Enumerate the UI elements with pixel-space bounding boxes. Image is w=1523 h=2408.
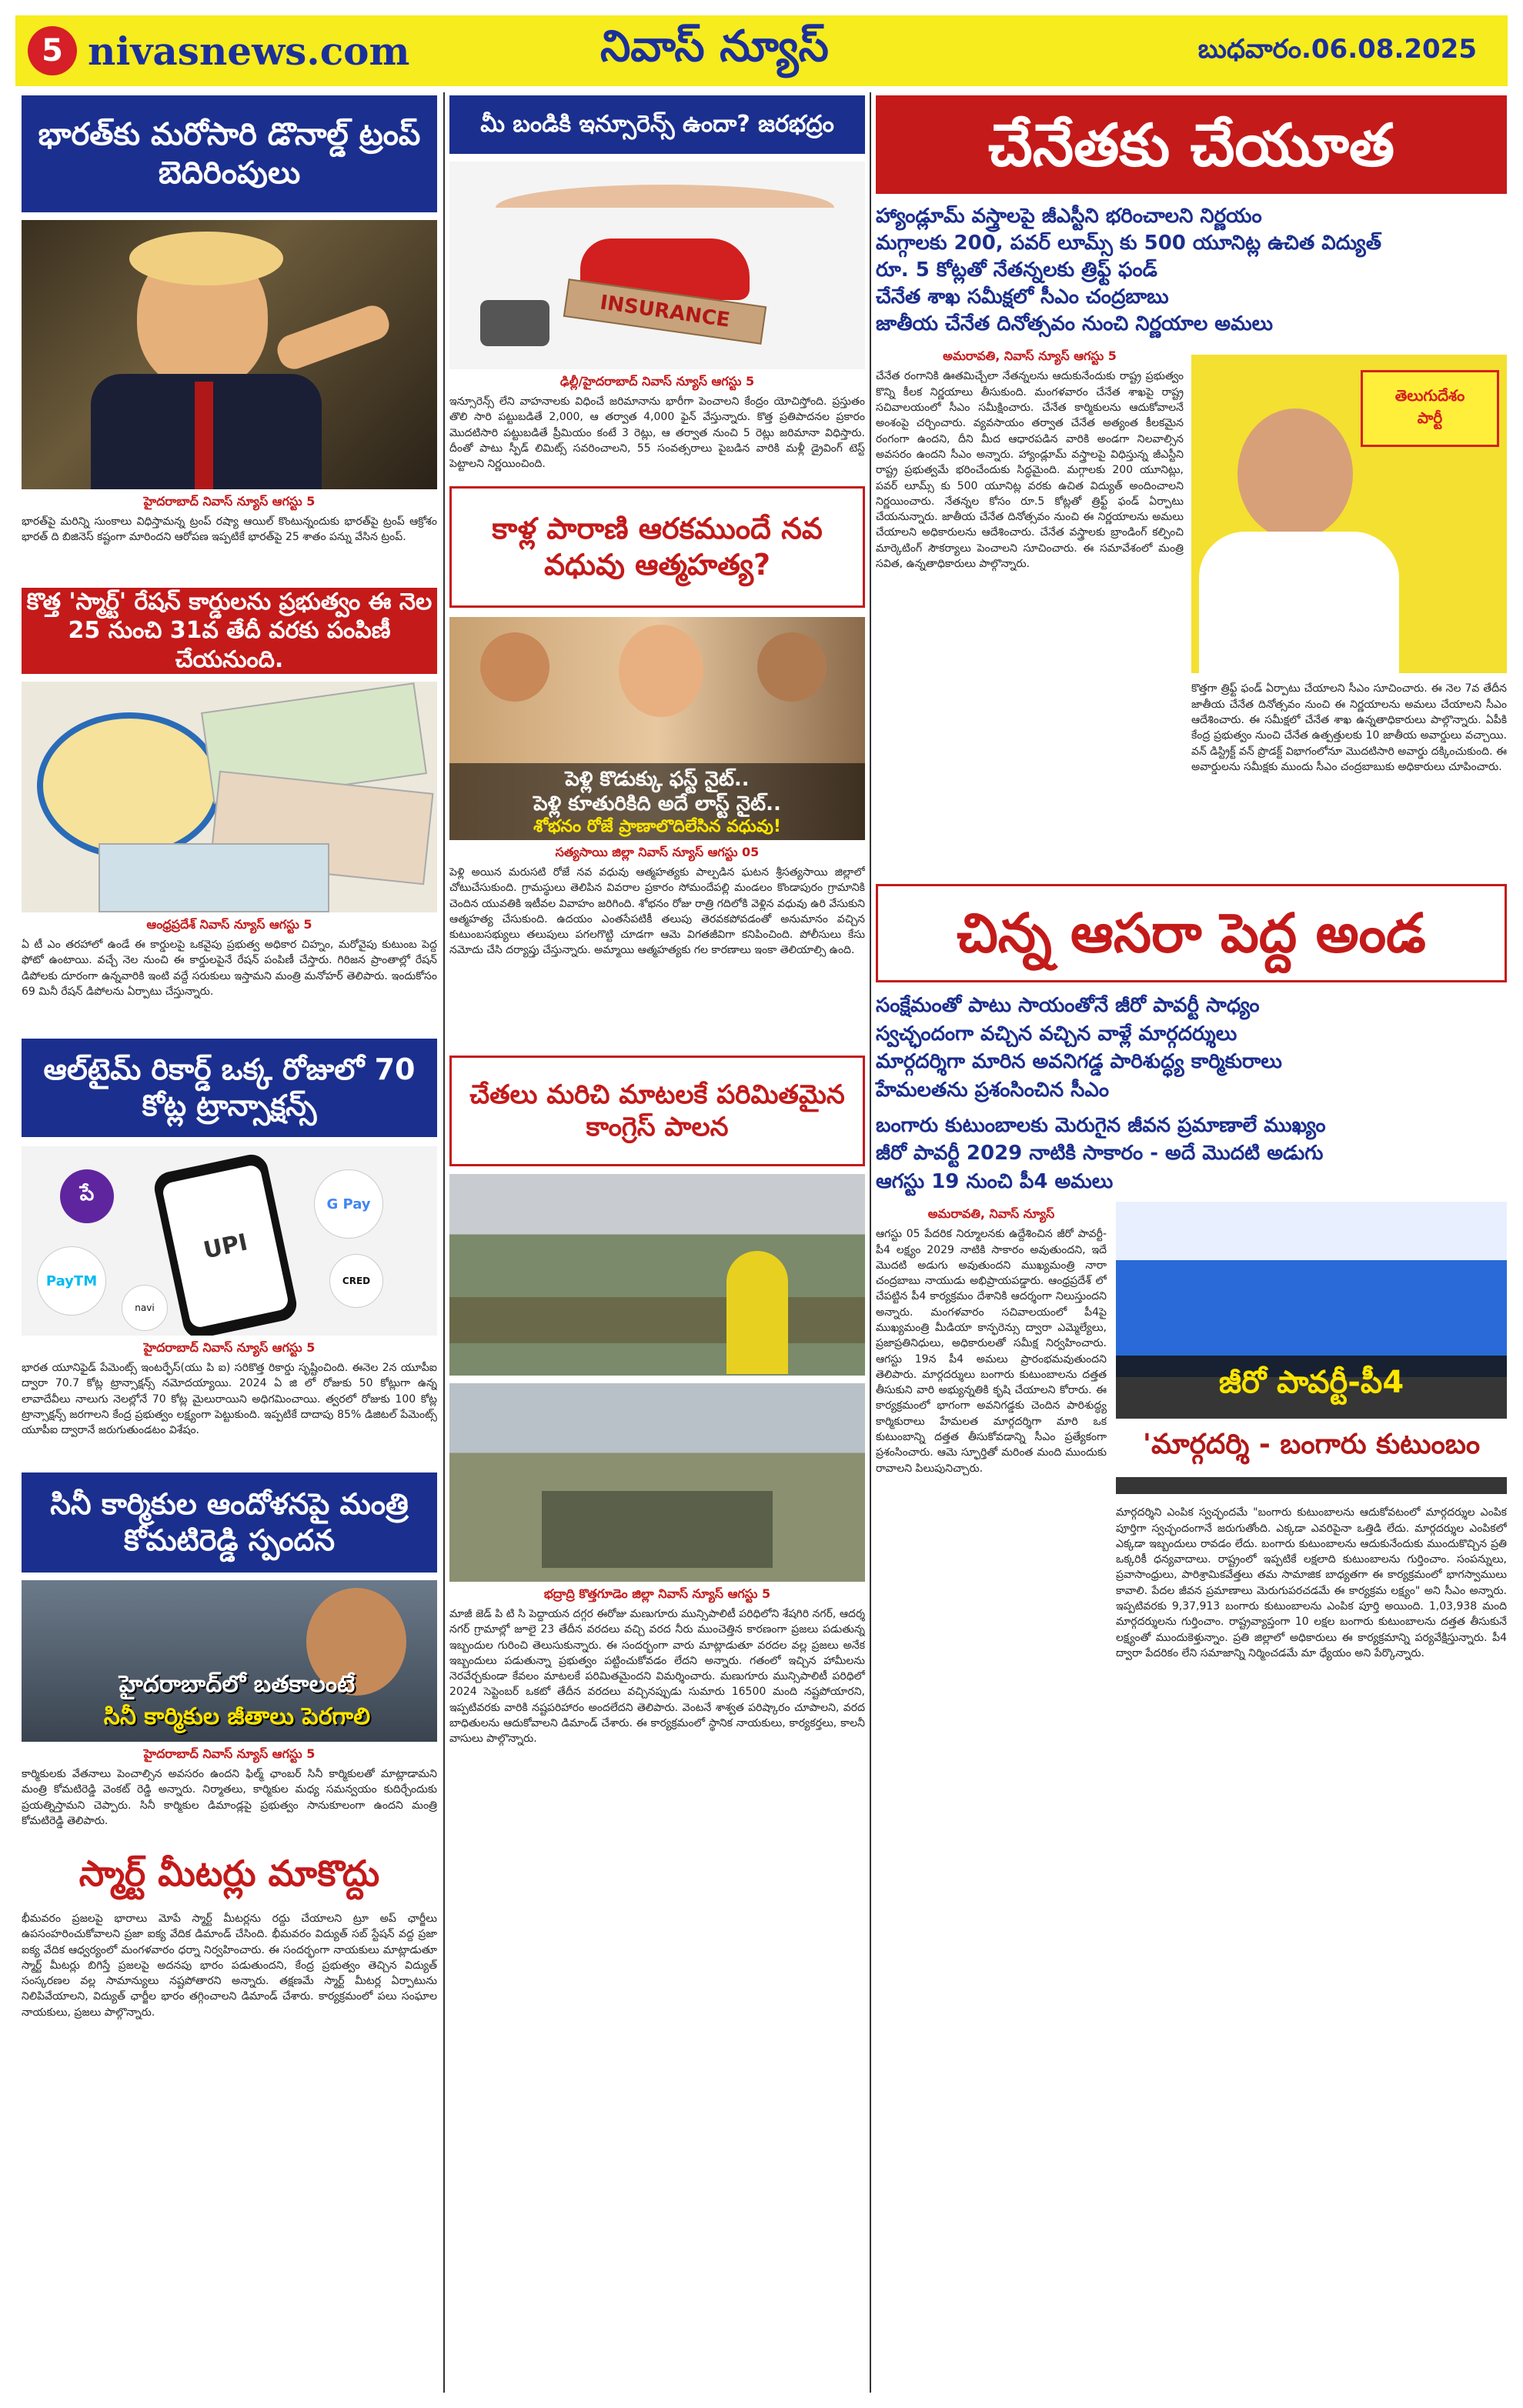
subhead: జాతీయ చేనేత దినోత్సవం నుంచి నిర్ణయాల అమలు — [876, 312, 1274, 336]
newspaper-title: నివాస్ న్యూస్ — [600, 22, 829, 72]
article-body: భీమవరం ప్రజలపై భారాలు మోపే స్మార్ట్ మీటర్లను రద్దు చేయాలని ట్రూ అప్ ఛార్జీలు ఉపసంహరించుకోవాలని ప్రజా ఐక్య వేదిక డిమాండ్ చేసింది. భీమవరం విద్యుత్ సబ్ స్టేషన్ వద్ద ప్రజా ఐక్య వేదిక ఆధ్వర్యంలో మంగళవారం ధర్నా నిర్వహించారు. ఈ సందర్భంగా నాయకులు మాట్లాడుతూ స్మార్ట్ మీటర్లు బిగిస్తే ప్రజలపై అదనపు భారం పడుతుందని, కేంద్ర ప్రభుత్వం తెచ్చిన విద్యుత్ సంస్కరణల వల్ల సామాన్యులు నష్టపోతారని అన్నారు. తక్షణమే స్మార్ట్ మీటర్ల ఏర్పాటును నిలిపివేయాలని, విద్యుత్ ఛార్జీల భారం తగ్గించాలని డిమాండ్ చేశారు. కార్యక్రమంలో పలు సంఘాల నాయకులు, ప్రజలు పాల్గొన్నారు. — [22, 1913, 437, 2019]
upi-headline: ఆల్‌టైమ్ రికార్డ్ ఒక్క రోజులో 70 కోట్ల ట్రాన్సాక్షన్స్ — [22, 1039, 437, 1137]
banner-text: పార్టీ — [1417, 409, 1443, 428]
ration-cards-photo — [22, 682, 437, 912]
smart-meter-headline: స్మార్ట్ మీటర్లు మాకొద్దు — [78, 1853, 380, 1894]
wedding-photo — [449, 617, 865, 840]
face-shape — [1237, 409, 1353, 539]
left-column — [22, 95, 437, 2173]
key-icon — [480, 300, 549, 346]
subhead: హ్యాండ్లూమ్ వస్త్రాలపై జీఎస్టీని భరించాలని నిర్ణయం — [876, 205, 1262, 228]
gpay-logo: G Pay — [314, 1169, 383, 1239]
paytm-logo: PayTM — [37, 1246, 106, 1316]
handloom-subheads — [876, 203, 1507, 338]
dateline: హైదరాబాద్ నివాస్ న్యూస్ ఆగస్టు 5 — [143, 494, 316, 509]
tie-shape — [195, 382, 213, 489]
face-shape — [619, 625, 703, 717]
subhead: జీరో పావర్టీ 2029 నాటికి సాకారం - అదే మొదటి అడుగు — [876, 1142, 1324, 1166]
photo-caption: 'మార్గదర్శి - బంగారు కుటుంబం — [1116, 1419, 1507, 1477]
article-body: పెళ్లి అయిన మరుసటి రోజే నవ వధువు ఆత్మహత్యకు పాల్పడిన ఘటన శ్రీసత్యసాయి జిల్లాలో చోటుచేసుకుంది. గ్రామస్థులు తెలిపిన వివరాల ప్రకారం సోమందేపల్లి మండలం కొండాపురం గ్రామానికి చెందిన యువతికి ఇటీవల వివాహం జరిగింది. శోభనం రోజు రాత్రి గదిలోకి వెళ్లిన వధువు ఉరి వేసుకుని ఆత్మహత్య చేసుకుంది. ఉదయం ఎంతసేపటికీ తలుపు తెరవకపోవడంతో అనుమానం వచ్చిన కుటుంబసభ్యులు తలుపులు పగలగొట్టి చూడగా ఆమె విగతజీవిగా కనిపించింది. పోలీసులు కేసు నమోదు చేసి దర్యాప్తు చేస్తున్నారు. అమ్మాయి ఆత్మహత్యకు గల కారణాలు ఇంకా తెలియాల్సి ఉంది. — [449, 866, 865, 957]
photo-caption: శోభనం రోజే ప్రాణాలొదిలేసిన వధువు! — [533, 817, 781, 836]
dateline: ఆంధ్రప్రదేశ్ నివాస్ న్యూస్ ఆగస్టు 5 — [146, 917, 312, 932]
text-column — [876, 344, 1184, 876]
hair-shape — [129, 232, 283, 285]
insurance-photo — [449, 162, 865, 369]
article-body: ఆగస్టు 05 పేదరిక నిర్మూలనకు ఉద్దేశించిన జీరో పావర్టీ-పీ4 లక్ష్యం 2029 నాటికి సాకారం అవుతుందని, ఇదే మొదటి అడుగు అవుతుందని ముఖ్యమంత్రి నారా చంద్రబాబు నాయుడు అభిప్రాయపడ్డారు. ఆంధ్రప్రదేశ్ లో చేపట్టిన పీ4 కార్యక్రమం దేశానికి ఆదర్శంగా నిలుస్తుందని అన్నారు. మంగళవారం సచివాలయంలో పీ4పై ముఖ్యమంత్రి మీడియా కాన్ఫరెన్సు ద్వారా ఎమ్మెల్యేలు, ప్రజాప్రతినిధులు, అధికారులతో సమీక్ష నిర్వహించారు. ఆగస్టు 19న పీ4 అమలు ప్రారంభమవుతుందని తెలిపారు. మార్గదర్శులు బంగారు కుటుంబాలను దత్తత తీసుకుని వారి అభ్యున్నతికి కృషి చేయాలని కోరారు. ఈ కార్యక్రమంలో భాగంగా అవనిగడ్డకు చెందిన పారిశుద్ధ్య కార్మికురాలు హేమలత మార్గదర్శిగా మారి ఒక కుటుంబాన్ని దత్తత తీసుకోవడాన్ని సీఎం ప్రత్యేకంగా ప్రశంసించారు. ఆమె స్ఫూర్తితో మరింత మంది ముందుకు రావాలని పిలుపునిచ్చారు. — [876, 1228, 1107, 1475]
text-column — [876, 1202, 1107, 2073]
subhead: మార్గదర్శిగా మారిన అవనిగడ్డ పారిశుద్ధ్య కార్మికురాలు — [876, 1050, 1282, 1074]
ration-card-headline: కొత్త 'స్మార్ట్' రేషన్ కార్డులను ప్రభుత్వం ఈ నెల 25 నుంచి 31వ తేదీ వరకు పంపిణీ చేయనుంది. — [22, 588, 437, 674]
congress-headline: చేతలు మరిచి మాటలకే పరిమితమైన కాంగ్రెస్ పాలన — [449, 1056, 865, 1166]
ap-emblem — [37, 712, 222, 859]
issue-date: బుధవారం.06.08.2025 — [1197, 34, 1477, 65]
p4-subheads — [876, 992, 1507, 1196]
column-divider — [443, 92, 445, 2393]
article-body: ఏ టీ ఎం తరహాలో ఉండే ఈ కార్డులపై ఒకవైపు ప్రభుత్వ అధికార చిహ్నం, మరోవైపు కుటుంబ పెద్ద ఫోటో ఉంటాయి. వచ్చే నెల నుంచి ఈ కార్డులపైనే రేషన్ పంపిణీ చేస్తారు. గిరిజన ప్రాంతాల్లో రేషన్ డిపోలకు దూరంగా ఉన్నవారికి ఇంటి వద్దే సరుకులు ఇస్తామని మంత్రి మనోహర్ తెలిపారు. ఇందుకోసం 69 మినీ రేషన్ డిపోలను ఏర్పాటు చేస్తున్నారు. — [22, 939, 437, 998]
shirt-shape — [1199, 532, 1399, 673]
insurance-tag: INSURANCE — [563, 278, 767, 345]
subhead: బంగారు కుటుంబాలకు మెరుగైన జీవన ప్రమాణాలే ముఖ్యం — [876, 1114, 1326, 1138]
pointing-hand — [273, 302, 393, 374]
face-shape — [480, 632, 549, 702]
handloom-body-row — [876, 344, 1507, 876]
flood-photo-2 — [449, 1383, 865, 1582]
subhead: సంక్షేమంతో పాటు సాయంతోనే జీరో పావర్టీ సాధ్యం — [876, 994, 1260, 1018]
dateline: హైదరాబాద్ నివాస్ న్యూస్ ఆగస్టు 5 — [143, 1746, 316, 1761]
right-column — [876, 95, 1507, 2073]
article-body: కొత్తగా త్రిఫ్ట్ ఫండ్ ఏర్పాటు చేయాలని సీఎం సూచించారు. ఈ నెల 7వ తేదీన జాతీయ చేనేత దినోత్సవం నుంచి ఈ నిర్ణయాలను అమలు చేయాలని సీఎం ఆదేశించారు. ఈ సమీక్షలో చేనేత శాఖ ఉన్నతాధికారులు పాల్గొన్నారు. ఏపీకి కేంద్ర ప్రభుత్వం నుంచి చేనేత ఉత్పత్తులకు 10 జాతీయ అవార్డులు వచ్చాయి. వన్ డిస్ట్రిక్ట్ వన్ ప్రొడక్ట్ విభాగంలోనూ మొదటిసారి అవార్డు దక్కించుకుంది. ఈ అవార్డులను సమీక్షకు ముందు సీఎం చంద్రబాబుకు అధికారులు చూపించారు. — [1191, 682, 1507, 773]
hand-shape — [496, 185, 834, 231]
trump-photo — [22, 220, 437, 489]
p4-event-photo — [1116, 1202, 1507, 1494]
flood-photo-1 — [449, 1174, 865, 1376]
cine-workers-photo — [22, 1580, 437, 1742]
photo-caption: హైదరాబాద్‌లో బతకాలంటే — [119, 1671, 356, 1698]
dateline: హైదరాబాద్ నివాస్ న్యూస్ ఆగస్టు 5 — [143, 1340, 316, 1355]
trump-headline: భారత్‌కు మరోసారి డొనాల్డ్ ట్రంప్ బెదిరింపులు — [22, 95, 437, 212]
photo-caption: పెళ్లి కొడుక్కు ఫస్ట్ నైట్.. — [565, 768, 750, 791]
upi-logo: UPI — [161, 1164, 289, 1329]
subhead: మగ్గాలకు 200, పవర్ లూమ్స్ కు 500 యూనిట్ల ఉచిత విద్యుత్ — [876, 232, 1381, 255]
column-divider — [870, 92, 871, 2393]
cm-photo-column — [1191, 344, 1507, 876]
face-shape — [757, 632, 827, 702]
water-shape — [542, 1491, 773, 1568]
phonepe-logo: పే — [60, 1169, 114, 1223]
handloom-headline: చేనేతకు చేయూత — [876, 95, 1507, 194]
p4-headline: చిన్న ఆసరా పెద్ద అండ — [876, 884, 1507, 982]
article-body: మాజీ జెడ్ పి టి సి పెద్దాయన దగ్గర ఈరోజు మణుగూరు మున్సిపాలిటీ పరిధిలోని శేషగిరి నగర్, ఆదర్శ నగర్ గ్రామాల్లో జూలై 23 తేదీన వరదలు వచ్చి వరద నీరు ముంచెత్తిన కారణంగా ప్రజలు పడుతున్న ఇబ్బందుల గురించి తెలుసుకున్నారు. ఈ సందర్భంగా వారు మాట్లాడుతూ వరదల వల్ల ప్రజలు అనేక ఇబ్బందులు పడుతున్నా ప్రభుత్వం పట్టించుకోవడం లేదని అన్నారు. గతంలో ఇచ్చిన హామీలను నెరవేర్చకుండా కేవలం మాటలకే పరిమితమైందని విమర్శించారు. మణుగూరు మున్సిపాలిటీ పరిధిలో 2024 సెప్టెంబర్ ఒకటో తేదీన వరదలు వచ్చినప్పుడు సుమారు 16500 మంది నష్టపోయారని, ఇప్పటివరకు వారికి నష్టపరిహారం అందలేదని తెలిపారు. వెంటనే శాశ్వత పరిష్కారం చూపాలని, వరద బాధితులను ఆదుకోవాలని డిమాండ్ చేశారు. ఈ కార్యక్రమంలో స్థానిక నాయకులు, కార్యకర్తలు, కాలనీ వాసులు పాల్గొన్నారు. — [449, 1608, 865, 1746]
p4-body-row — [876, 1202, 1507, 2073]
dateline: భద్రాద్రి కొత్తగూడెం జిల్లా నివాస్ న్యూస్ ఆగస్టు 5 — [543, 1586, 771, 1601]
dateline: ఢిల్లీ/హైదరాబాద్ నివాస్ న్యూస్ ఆగస్టు 5 — [559, 374, 755, 389]
subhead: స్వచ్ఛందంగా వచ్చిన వచ్చిన వాళ్లే మార్గదర్శులు — [876, 1022, 1237, 1046]
bride-headline: కాళ్ల పారాణి ఆరకముందే నవ వధువు ఆత్మహత్య? — [449, 486, 865, 608]
upi-graphic — [22, 1146, 437, 1336]
site-name[interactable]: nivasnews.com — [88, 28, 410, 74]
party-banner — [1361, 370, 1499, 447]
banner-text: తెలుగుదేశం — [1394, 386, 1465, 405]
subhead: ఆగస్టు 19 నుంచి పీ4 అమలు — [876, 1169, 1114, 1193]
p4-right-column — [1116, 1202, 1507, 2073]
article-body: కార్మికులకు వేతనాలు పెంచాల్సిన అవసరం ఉందని ఫిల్మ్ ఛాంబర్ సినీ కార్మికులతో మాట్లాడామని మంత్రి కోమటిరెడ్డి వెంకట్ రెడ్డి అన్నారు. నిర్మాతలు, కార్మికుల మధ్య సమన్వయం కుదిర్చేందుకు ప్రయత్నిస్తామని చెప్పారు. సినీ కార్మికుల డిమాండ్లపై ప్రభుత్వం సానుకూలంగా ఉందని మంత్రి కోమటిరెడ్డి తెలిపారు. — [22, 1768, 437, 1827]
dateline: సత్యసాయి జిల్లా నివాస్ న్యూస్ ఆగస్టు 05 — [555, 845, 760, 859]
phone-icon — [152, 1152, 299, 1336]
page-number: 5 — [28, 26, 77, 75]
article-body: భారత్‌పై మరిన్ని సుంకాలు విధిస్తామన్న ట్రంప్ రష్యా ఆయిల్ కొంటున్నందుకు భారత్‌పై ట్రంప్ ఆక్రోశం భారత్ ది బిజినెస్ కష్టంగా మారిందని ఆరోపణ ఇప్పటికే భారత్‌పై 25 శాతం పన్ను వేసిన ట్రంప్. — [22, 515, 437, 544]
card-shape — [99, 843, 329, 912]
subhead: చేనేత శాఖ సమీక్షలో సీఎం చంద్రబాబు — [876, 285, 1169, 309]
article-body: భారత యూనిఫైడ్ పేమెంట్స్ ఇంటర్ఫేస్(యు పి ఐ) సరికొత్త రికార్డు సృష్టించింది. ఈనెల 2న యూపీఐ ద్వారా 70.7 కోట్ల ట్రాన్సాక్షన్స్ నమోదయ్యాయి. 2024 ఏ జి లో రోజుకు 50 కోట్లుగా ఉన్న లావాదేవీలు నాలుగు నెలల్లోనే 70 కోట్ల మైలురాయిని అధిగమించాయి. త్వరలో రోజుకు 100 కోట్ల ట్రాన్సాక్షన్స్ జరగాలని కేంద్ర ప్రభుత్వం లక్ష్యంగా పెట్టుకుంది. ఇప్పటికే దాదాపు 85% డిజిటల్ పేమెంట్స్ యూపీఐ ద్వారానే జరుగుతుండటం విశేషం. — [22, 1362, 437, 1437]
subhead: రూ. 5 కోట్లతో నేతన్నలకు త్రిఫ్ట్ ఫండ్ — [876, 258, 1157, 282]
navi-logo: navi — [122, 1285, 168, 1331]
cine-workers-headline: సినీ కార్మికుల ఆందోళనపై మంత్రి కోమటిరెడ్డి స్పందన — [22, 1472, 437, 1573]
subhead: హేమలతను ప్రశంసించిన సీఎం — [876, 1078, 1110, 1102]
article-body: మార్గదర్శిని ఎంపిక స్వచ్ఛందమే "బంగారు కుటుంబాలను ఆదుకోవటంలో మార్గదర్శుల ఎంపిక పూర్తిగా స్వచ్ఛందంగానే జరుగుతోంది. ఎక్కడా ఎవరిపైనా ఒత్తిడి లేదు. మార్గదర్శుల ఎంపికలో ఎక్కడా ఇబ్బందులు రావడం లేదు. బంగారు కుటుంబాలను ఆదుకునేందుకు ముందుకొచ్చిన ప్రతి ఒక్కరికీ ధన్యవాదాలు. రాష్ట్రంలో ఇప్పటికే లక్షలాది కుటుంబాలను గుర్తించాం. సంపన్నులు, ప్రవాసాంధ్రులు, పారిశ్రామికవేత్తలు తమ సామాజిక బాధ్యతగా ఈ కార్యక్రమంలో భాగస్వాములు కావాలి. పేదల జీవన ప్రమాణాలు మెరుగుపరచడమే ఈ కార్యక్రమ లక్ష్యం" అని సీఎం అన్నారు. ఇప్పటివరకు 9,37,913 బంగారు కుటుంబాలను ఎంపిక పూర్తి అయింది. 1,03,938 మంది మార్గదర్శులను గుర్తించాం. రాష్ట్రవ్యాప్తంగా 10 లక్షల బంగారు కుటుంబాలను దత్తత తీసుకునే లక్ష్యంతో ముందుకెళ్తున్నాం. ప్రతి జిల్లాలో అధికారులు ఈ కార్యక్రమాన్ని పర్యవేక్షిస్తున్నారు. పీ4 ద్వారా పేదరికం లేని సమాజాన్ని నిర్మించడమే మా ధ్యేయం అని పేర్కొన్నారు. — [1116, 1506, 1507, 1659]
masthead — [15, 15, 1508, 86]
water-shape — [449, 1297, 865, 1343]
photo-caption: జీరో పావర్టీ-పీ4 — [1218, 1365, 1404, 1401]
middle-column — [449, 95, 865, 2290]
cm-photo — [1191, 355, 1507, 673]
insurance-headline: మీ బండికి ఇన్సూరెన్స్ ఉందా? జరభద్రం — [449, 95, 865, 154]
person-shape — [726, 1251, 788, 1374]
dateline: అమరావతి, నివాస్ న్యూస్ ఆగస్టు 5 — [943, 349, 1117, 364]
cred-logo: CRED — [329, 1254, 383, 1308]
article-body: ఇన్సూరెన్స్ లేని వాహనాలకు విధించే జరిమానాను భారీగా పెంచాలని కేంద్రం యోచిస్తోంది. ప్రస్తుతం తొలి సారి పట్టుబడితే 2,000, ఆ తర్వాత 4,000 ఫైన్ వేస్తున్నారు. కొత్త ప్రతిపాదనల ప్రకారం మొదటిసారి పట్టుబడితే ప్రీమియం కంటే 3 రెట్లు, ఆ తర్వాత నుంచి 5 రెట్లు జరిమానా విధిస్తారు. దీంతో పాటు స్పీడ్ లిమిట్స్ సవరించాలని, 55 సంవత్సరాలు పైబడిన వారికి మళ్లీ డ్రైవింగ్ టెస్ట్ పెట్టాలని నిర్ణయించింది. — [449, 395, 865, 471]
photo-caption: సినీ కార్మికుల జీతాలు పెరగాలి — [103, 1703, 371, 1730]
photo-caption: పెళ్లి కూతురికిది అదే లాస్ట్ నైట్.. — [533, 792, 781, 815]
article-body: చేనేత రంగానికి ఊతమిచ్చేలా నేతన్నలను ఆదుకునేందుకు రాష్ట్ర ప్రభుత్వం కొన్ని కీలక నిర్ణయాలు తీసుకుంది. మంగళవారం చేనేత శాఖపై రాష్ట్ర సచివాలయంలో సీఎం సమీక్షించారు. చేనేత కార్మికులను ఆదుకోవాలనే అంశంపై చర్చించారు. వ్యవసాయం తర్వాత చేనేత అత్యంత కీలకమైన రంగంగా ఉందని, దీని మీద ఆధారపడిన వారికి అండగా నిలవాల్సిన అవసరం ఉందని సీఎం అన్నారు. హ్యాండ్లూమ్ వస్త్రాలపై విధిస్తున్న జీఎస్టీని రాష్ట్ర ప్రభుత్వమే భరించేందుకు సిద్ధమైంది. మగ్గాలకు 200 యూనిట్లు, పవర్ లూమ్స్ కు 500 యూనిట్ల వరకు ఉచిత విద్యుత్ అందించాలని నిర్ణయించారు. నేతన్నల కోసం రూ.5 కోట్లతో త్రిఫ్ట్ ఫండ్ ఏర్పాటు చేయనున్నారు. జాతీయ చేనేత దినోత్సవం నుంచి ఈ నిర్ణయాలను అమలు చేయాలని అధికారులను ఆదేశించారు. చేనేత వస్త్రాలకు బ్రాండింగ్ కల్పించి మార్కెటింగ్ సౌకర్యాలు పెంచాలని సూచించారు. ఈ సమావేశంలో మంత్రి సవిత, ఉన్నతాధికారులు పాల్గొన్నారు. — [876, 370, 1184, 571]
dateline: అమరావతి, నివాస్ న్యూస్ — [927, 1206, 1055, 1222]
